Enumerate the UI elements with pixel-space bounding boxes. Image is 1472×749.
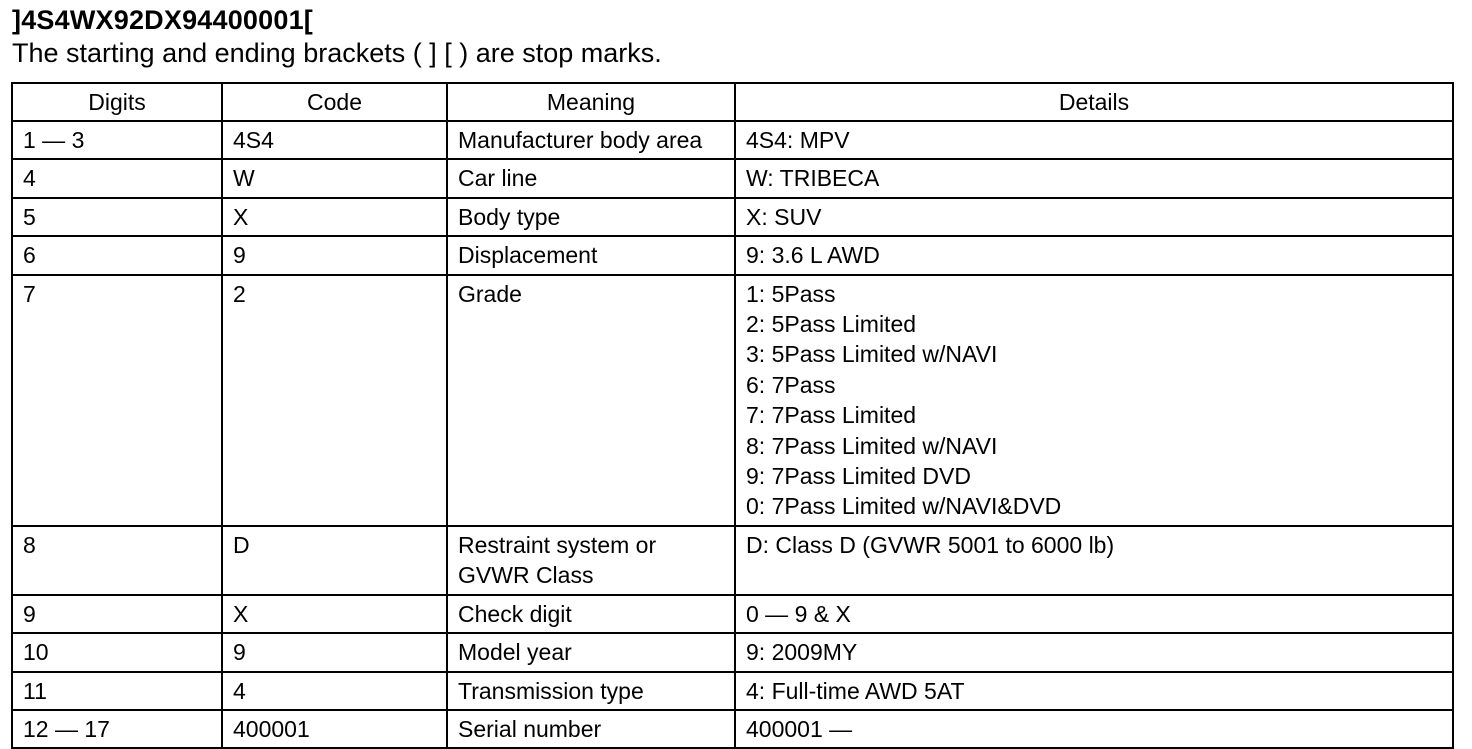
table-row bbox=[12, 595, 1453, 633]
cell-code: 2 bbox=[222, 275, 447, 526]
details-line: 9: 3.6 L AWD bbox=[746, 242, 880, 269]
cell-meaning bbox=[447, 595, 735, 633]
cell-details bbox=[735, 275, 1453, 526]
details-line: 9: 7Pass Limited DVD bbox=[746, 463, 971, 490]
meaning-line: Restraint system or bbox=[458, 531, 657, 558]
details-line: 8: 7Pass Limited w/NAVI bbox=[746, 432, 998, 459]
details-line: 400001 — bbox=[746, 715, 853, 742]
meaning-line: Check digit bbox=[458, 600, 572, 627]
column-header-digits: Digits bbox=[12, 83, 222, 121]
details-line: 0 — 9 & X bbox=[746, 600, 851, 627]
cell-details bbox=[735, 526, 1453, 595]
cell-digits: 12 — 17 bbox=[12, 710, 222, 748]
table-row bbox=[12, 672, 1453, 710]
column-header-meaning: Meaning bbox=[447, 83, 735, 121]
cell-code: 4S4 bbox=[222, 121, 447, 159]
details-line: W: TRIBECA bbox=[746, 165, 880, 192]
cell-code: 9 bbox=[222, 633, 447, 671]
cell-code: D bbox=[222, 526, 447, 595]
cell-details bbox=[735, 236, 1453, 274]
cell-code: X bbox=[222, 595, 447, 633]
cell-code: W bbox=[222, 159, 447, 197]
cell-digits: 5 bbox=[12, 198, 222, 236]
cell-code: X bbox=[222, 198, 447, 236]
cell-details bbox=[735, 159, 1453, 197]
cell-details bbox=[735, 633, 1453, 671]
cell-digits: 4 bbox=[12, 159, 222, 197]
cell-meaning bbox=[447, 236, 735, 274]
cell-digits: 11 bbox=[12, 672, 222, 710]
details-line: 2: 5Pass Limited bbox=[746, 311, 917, 338]
meaning-line: GVWR Class bbox=[458, 562, 594, 589]
cell-meaning bbox=[447, 198, 735, 236]
column-header-code: Code bbox=[222, 83, 447, 121]
cell-meaning bbox=[447, 121, 735, 159]
cell-digits: 8 bbox=[12, 526, 222, 595]
details-line: 4S4: MPV bbox=[746, 127, 850, 153]
meaning-line: Body type bbox=[458, 203, 561, 230]
details-line: 1: 5Pass bbox=[746, 280, 836, 307]
cell-details bbox=[735, 198, 1453, 236]
stop-marks-note: The starting and ending brackets ( ] [ ) are stop marks. bbox=[12, 38, 662, 68]
cell-details bbox=[735, 672, 1453, 710]
cell-digits: 9 bbox=[12, 595, 222, 633]
cell-digits: 7 bbox=[12, 275, 222, 526]
table-row bbox=[12, 121, 1453, 159]
cell-code: 400001 bbox=[222, 710, 447, 748]
table-body bbox=[12, 121, 1453, 748]
cell-code: 4 bbox=[222, 672, 447, 710]
cell-details bbox=[735, 121, 1453, 159]
cell-meaning bbox=[447, 710, 735, 748]
details-line: 3: 5Pass Limited w/NAVI bbox=[746, 341, 998, 368]
meaning-line: Grade bbox=[458, 280, 522, 307]
meaning-line: Displacement bbox=[458, 242, 598, 269]
cell-details bbox=[735, 710, 1453, 748]
meaning-line: Model year bbox=[458, 639, 572, 666]
meaning-line: Transmission type bbox=[458, 677, 644, 704]
cell-code: 9 bbox=[222, 236, 447, 274]
cell-meaning bbox=[447, 672, 735, 710]
details-line: 6: 7Pass bbox=[746, 371, 836, 398]
meaning-line: Serial number bbox=[458, 715, 602, 742]
table-row bbox=[12, 710, 1453, 748]
vin-code-heading: ]4S4WX92DX94400001[ bbox=[12, 5, 313, 35]
cell-details bbox=[735, 595, 1453, 633]
cell-meaning bbox=[447, 633, 735, 671]
column-header-details: Details bbox=[735, 83, 1453, 121]
cell-meaning bbox=[447, 275, 735, 526]
cell-meaning bbox=[447, 526, 735, 595]
table-row bbox=[12, 275, 1453, 526]
meaning-line: Manufacturer body area bbox=[458, 127, 703, 153]
table-header-row bbox=[12, 83, 1453, 121]
details-line: 7: 7Pass Limited bbox=[746, 402, 917, 429]
details-line: 4: Full-time AWD 5AT bbox=[746, 677, 965, 704]
table-row bbox=[12, 236, 1453, 274]
table-row bbox=[12, 526, 1453, 595]
details-line: 0: 7Pass Limited w/NAVI&DVD bbox=[746, 493, 1062, 520]
details-line: D: Class D (GVWR 5001 to 6000 lb) bbox=[746, 531, 1115, 558]
table-row bbox=[12, 159, 1453, 197]
details-line: X: SUV bbox=[746, 203, 822, 230]
table-row bbox=[12, 633, 1453, 671]
vin-breakdown-table bbox=[11, 82, 1454, 749]
cell-digits: 6 bbox=[12, 236, 222, 274]
cell-digits: 1 — 3 bbox=[12, 121, 222, 159]
meaning-line: Car line bbox=[458, 165, 538, 192]
cell-digits: 10 bbox=[12, 633, 222, 671]
cell-meaning bbox=[447, 159, 735, 197]
details-line: 9: 2009MY bbox=[746, 639, 858, 666]
table-row bbox=[12, 198, 1453, 236]
